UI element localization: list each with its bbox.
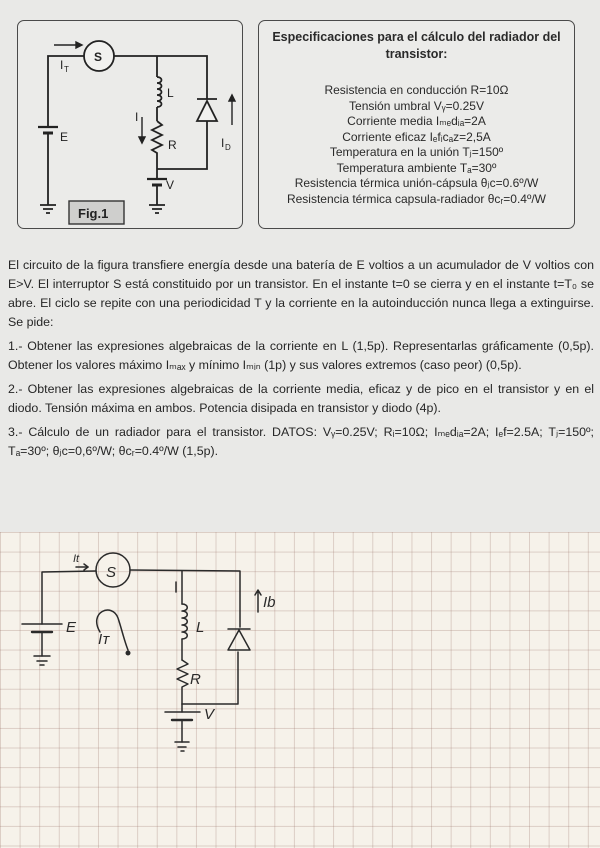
voltage-label: V: [166, 178, 175, 192]
circuit-diagram: [18, 21, 242, 227]
sketch-diode-current-label: Ib: [263, 594, 276, 611]
sketch-resistor-symbol: [177, 660, 188, 704]
spec-item: Temperatura ambiente Tₐ=30º: [336, 160, 497, 175]
sketch-inductor-label: L: [196, 619, 205, 636]
spec-item: Resistencia térmica capsula-radiador θcᵣ=0.4º/W: [286, 191, 547, 206]
inductor-label: L: [167, 86, 174, 100]
sketch-it-big-label: Iᴛ: [98, 631, 110, 648]
question-3: 3.- Cálculo de un radiador para el transistor. DATOS: Vᵧ=0.25V; Rᵢ=10Ω; Iₘₑdᵢₐ=2A; Iₑf=2.5A; Tⱼ=150º; Tₐ=30º; θⱼc=0,6º/W; θcᵣ=0.4º/W (1,5p).: [8, 425, 594, 458]
specs-list: [259, 83, 574, 207]
resistor-symbol: [152, 121, 162, 169]
spec-item: Resistencia térmica unión-cápsula θⱼc=0.6º/W: [294, 176, 539, 190]
sketch-resistor-label: R: [190, 671, 201, 688]
sketch-voltage-label: V: [204, 706, 215, 723]
sketch-switch-label: S: [106, 564, 117, 581]
diode-current-label: I: [221, 136, 225, 150]
battery-label: E: [60, 130, 69, 144]
spec-item: Tensión umbral Vᵧ=0.25V: [349, 98, 484, 113]
specs-panel: [258, 20, 575, 229]
handwritten-circuit: [0, 532, 600, 848]
question-2: 2.- Obtener las expresiones algebraicas de la corriente media, eficaz y de pico en el transistor y en el diodo. Tensión máxima en ambos. Potencia disipada en transistor y diodo (4p).: [8, 382, 594, 415]
diode-current-subscript: D: [225, 143, 231, 152]
resistor-label: R: [168, 138, 177, 152]
specs-title: Especificaciones para el cálculo del radiador del transistor:: [272, 30, 561, 61]
diode-symbol: [197, 99, 217, 121]
statement-intro: El circuito de la figura transfiere energía desde una batería de E voltios a un acumulador de V voltios con E>V. El interruptor S está constituido por un transistor. En el instante t=0 se cierra y en el instante t=T₀ se abre. El ciclo se repite con una periodicidad T y la corriente en la autoinducción nunca llega a extinguirse. Se pide:: [8, 258, 594, 329]
spec-item: Resistencia en conducción R=10Ω: [324, 83, 509, 97]
sketch-diode-symbol: [228, 629, 250, 650]
figure-caption: Fig.1: [78, 206, 109, 221]
spec-item: Temperatura en la unión Tⱼ=150º: [329, 145, 504, 159]
problem-statement: [8, 256, 594, 466]
spec-item: Corriente media Iₘₑdᵢₐ=2A: [347, 114, 486, 128]
handwritten-sketch-area: [0, 532, 600, 848]
inductor-symbol: [157, 77, 162, 107]
switch-label: S: [94, 50, 103, 64]
it-label: I: [60, 58, 64, 72]
question-1: 1.- Obtener las expresiones algebraicas de la corriente en L (1,5p). Representarlas gráficamente (0,5p). Obtener los valores máximo Iₘₐₓ y mínimo Iₘᵢₙ (1p) y sus valores extremos (caso peor) (0,5p).: [8, 339, 594, 372]
sketch-battery-label: E: [66, 619, 77, 636]
current-label: I: [135, 110, 139, 124]
sketch-inductor-symbol: [182, 604, 187, 639]
it-subscript: T: [64, 65, 69, 74]
spec-item: Corriente eficaz Iₑfᵢcₐz=2,5A: [342, 129, 491, 144]
figure-panel: [17, 20, 243, 229]
sketch-it-label: It: [73, 553, 80, 565]
